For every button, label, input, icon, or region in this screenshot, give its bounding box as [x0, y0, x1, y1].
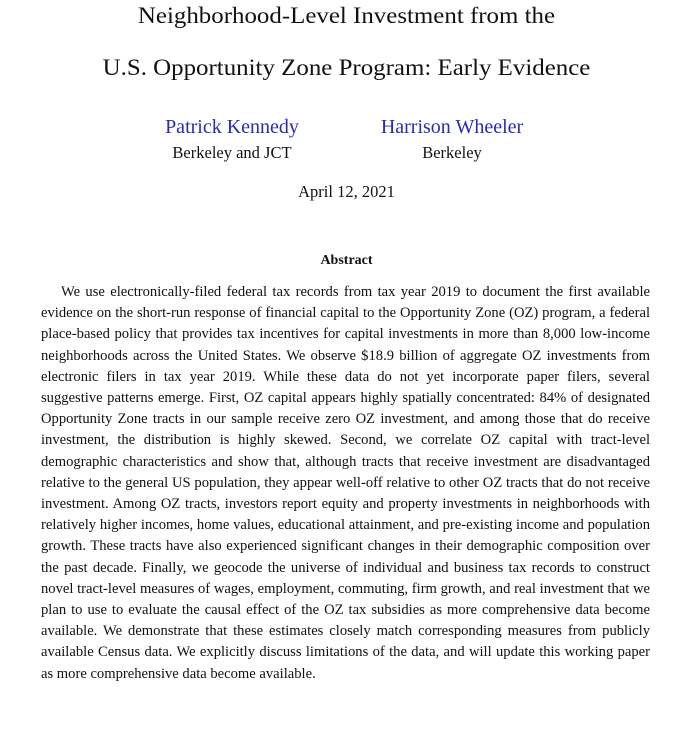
author-affiliation: Berkeley and JCT [172, 143, 292, 162]
author-affiliation: Berkeley [422, 143, 482, 162]
paper-title-line-1: Neighborhood-Level Investment from the [137, 3, 556, 29]
author-name-link[interactable]: Harrison Wheeler [380, 116, 524, 138]
author-name-link[interactable]: Patrick Kennedy [165, 116, 299, 138]
abstract-body: We use electronically-filed federal tax records from tax year 2019 to document the first available evidence on the short-run response of financial capital to the Opportunity Zone (OZ) program, a federal place-based policy that provides tax incentives for capital investments in more than 8,000 low-income neighborhoods across the United States. We observe $18.9 billion of aggregate OZ investments from electronic filers in tax year 2019. While these data do not yet incorporate paper filers, several suggestive patterns emerge. First, OZ capital appears highly spatially concentrated: 84% of designated Opportunity Zone tracts in our sample receive zero OZ investment, and among those that do receive investment, the distribution is highly skewed. Second, we correlate OZ capital with tract-level demographic characteristics and show that, although tracts that receive investment are disadvantaged relative to the general US population, they appear well-off relative to other OZ tracts that do not receive investment. Among OZ tracts, investors report equity and property investments in neighborhoods with relatively higher incomes, home values, educational attainment, and pre-existing income and population growth. These tracts have also experienced significant changes in their demographic composition over the past decade. Finally, we geocode the universe of individual and business tax records to construct novel tract-level measures of wages, employment, commuting, firm growth, and real investment that we plan to use to evaluate the causal effect of the OZ tax subsidies as more comprehensive data become available. We demonstrate that these estimates closely match corresponding measures from publicly available Census data. We explicitly discuss limitations of the data, and will update this working paper as more comprehensive data become available. [41, 284, 650, 682]
author-block-kennedy [132, 116, 332, 163]
publication-date: April 12, 2021 [298, 182, 395, 201]
abstract-heading: Abstract [320, 253, 373, 268]
paper-title-line-2: U.S. Opportunity Zone Program: Early Evidence [102, 55, 591, 81]
author-block-wheeler [352, 116, 552, 163]
